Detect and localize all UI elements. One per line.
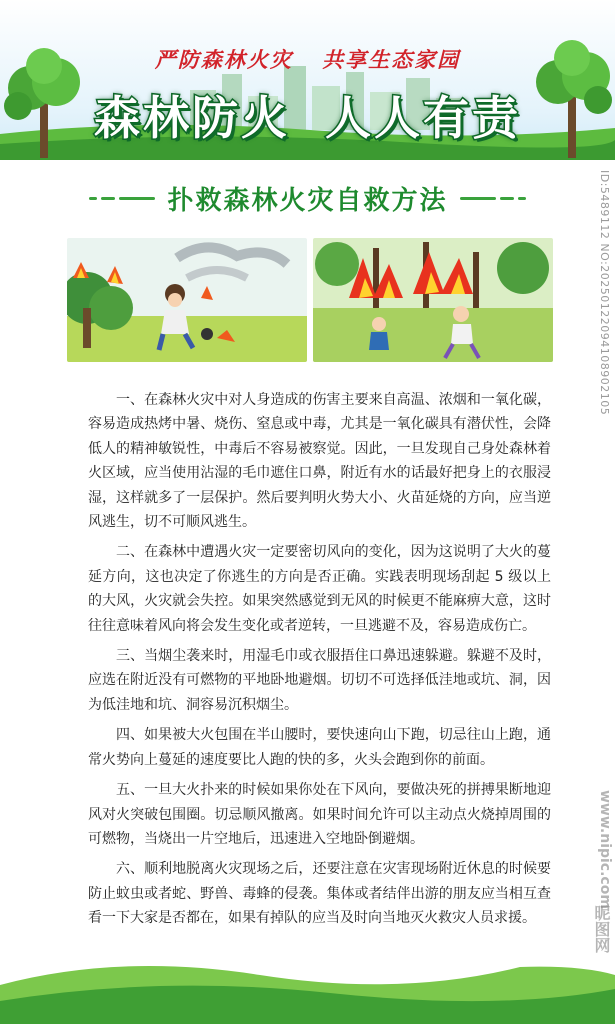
paragraph-1: 一、在森林火灾中对人身造成的伤害主要来自高温、浓烟和一氧化碳，容易造成热烤中暑、烧伤、窒息或中毒，尤其是一氧化碳具有潜伏性，会降低人的精神敏锐性，中毒后不容易被察觉。因此，一旦发现自己身处森林着火区域，应当使用沾湿的毛巾遮住口鼻，附近有水的话最好把身上的衣服浸湿，这样就多了一层保护。然后要判明火势大小、火苗延烧的方向，应当逆风逃生，切不可顺风逃生。 [88,392,551,531]
watermark-id: ID:5489112 NO:20250122094108902105 [598,170,611,416]
paragraph-6: 六、顺利地脱离火灾现场之后，还要注意在灾害现场附近休息的时候要防止蚊虫或者蛇、野兽、毒蜂的侵袭。集体或者结伴出游的朋友应当相互查看一下大家是否都在，如果有掉队的应当及时向当地灭火救灾人员求援。 [88,861,551,927]
watermark-logo: 昵图网 [592,905,611,953]
title-right: 人人有责 [325,91,521,145]
paragraph-3: 三、当烟尘袭来时，用湿毛巾或衣服捂住口鼻迅速躲避。躲避不及时，应选在附近没有可燃物的平地卧地避烟。切切不可选择低洼地或坑、洞，因为低洼地和坑、洞容易沉积烟尘。 [88,648,551,713]
title-left: 森林防火 [93,91,290,145]
section-title: 扑救森林火灾自救方法 [167,185,448,216]
article-body [88,388,551,937]
slogan-left: 严防森林火灾 [154,48,293,72]
section-deco-left [89,197,155,200]
watermark-site: www.nipic.com [597,790,613,909]
slogan-right: 共享生态家园 [322,48,461,72]
illustration-forest-escape-right [313,238,553,362]
paragraph-2: 二、在森林中遭遇火灾一定要密切风向的变化，因为这说明了大火的蔓延方向，这也决定了你逃生的方向是否正确。实践表明现场刮起 5 级以上的大风，火灾就会失控。如果突然感觉到无风的时候更不能麻痹大意，这时往往意味着风向将会发生变化或者逆转，一旦逃避不及，容易造成伤亡。 [88,544,551,634]
header-banner [0,0,615,160]
footer-hills [0,945,615,1024]
slogan [0,44,615,74]
page-title [0,82,615,148]
paragraph-4: 四、如果被大火包围在半山腰时，要快速向山下跑，切忌往山上跑，通常火势向上蔓延的速度要比人跑的快的多，火头会跑到你的前面。 [88,727,551,768]
section-header [0,178,615,218]
illustration-forest-escape-left [67,238,307,362]
paragraph-5: 五、一旦大火扑来的时候如果你处在下风向，要做决死的拼搏果断地迎风对火突破包围圈。切忌顺风撤离。如果时间允许可以主动点火烧掉周围的可燃物，当烧出一片空地后，迅速进入空地卧倒避烟。 [88,782,551,847]
section-deco-right [460,197,526,200]
